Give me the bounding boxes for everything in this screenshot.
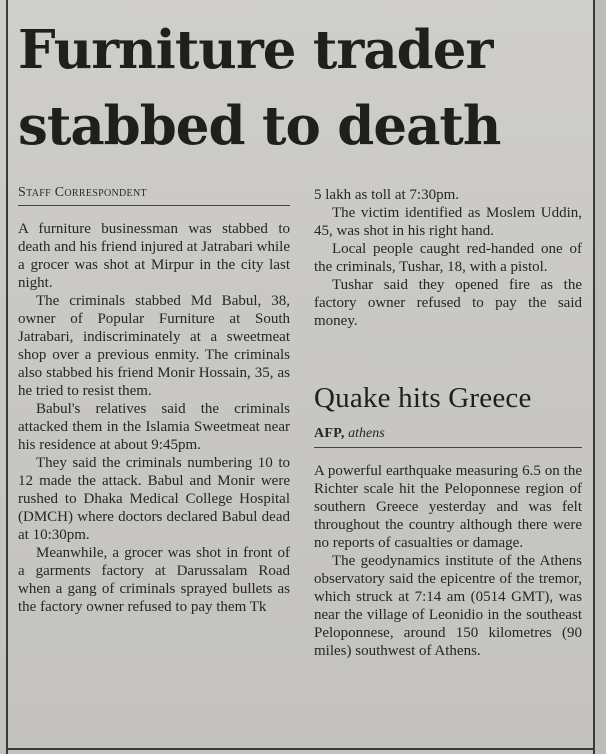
article-paragraph: A powerful earthquake measuring 6.5 on the Richter scale hit the Peloponnese region of southern Greece yesterday and was felt throughout the country although there were no reports of casualties or damage. — [314, 463, 582, 551]
bottom-border-rule — [6, 748, 595, 750]
byline-rule — [314, 447, 582, 448]
article-headline — [18, 12, 590, 164]
headline-line-1: Furniture trader — [18, 19, 493, 81]
second-article-body — [314, 462, 582, 660]
article-paragraph: They said the criminals numbering 10 to 12 made the attack. Babul and Monir were rushed to Dhaka Medical College Hospital (DMCH) where doctors declared Babul dead at 10:30pm. — [18, 455, 290, 543]
headline-line-2: stabbed to death — [18, 95, 501, 157]
second-article-headline: Quake hits Greece — [314, 382, 532, 414]
article-column-right-continued — [314, 186, 582, 330]
second-article-byline — [314, 425, 582, 448]
article-paragraph: Meanwhile, a grocer was shot in front of a garments factory at Darussalam Road when a gang of criminals sprayed bullets as the factory owner refused to pay them Tk — [18, 545, 290, 615]
article-paragraph: Tushar said they opened fire as the factory owner refused to pay the said money. — [314, 277, 582, 329]
article-paragraph: Local people caught red-handed one of the criminals, Tushar, 18, with a pistol. — [314, 241, 582, 275]
right-margin-strip — [595, 0, 606, 754]
article-paragraph: Babul's relatives said the criminals attacked them in the Islamia Sweetmeat near his residence at about 9:45pm. — [18, 401, 290, 453]
article-paragraph: The victim identified as Moslem Uddin, 45, was shot in his right hand. — [314, 205, 582, 239]
byline-place: athens — [348, 426, 385, 441]
article-column-left — [18, 184, 290, 616]
byline-agency: AFP, — [314, 426, 345, 441]
left-border-rule — [6, 0, 8, 754]
byline-rule — [18, 205, 290, 206]
article-byline: Staff Correspondent — [18, 185, 147, 200]
article-paragraph: The criminals stabbed Md Babul, 38, owner of Popular Furniture at South Jatrabari, indiscriminately at a sweetmeat shop over a previous enmity. The criminals also stabbed his friend Monir Hossain, 35, as he tried to resist them. — [18, 293, 290, 399]
article-paragraph: A furniture businessman was stabbed to death and his friend injured at Jatrabari while a grocer was shot at Mirpur in the city last night. — [18, 221, 290, 291]
article-paragraph: 5 lakh as toll at 7:30pm. — [314, 187, 459, 203]
article-paragraph: The geodynamics institute of the Athens observatory said the epicentre of the tremor, which struck at 7:14 am (0514 GMT), was near the village of Leonidio in the southeast Peloponnese, around 150 kilometres (90 miles) southwest of Athens. — [314, 553, 582, 659]
